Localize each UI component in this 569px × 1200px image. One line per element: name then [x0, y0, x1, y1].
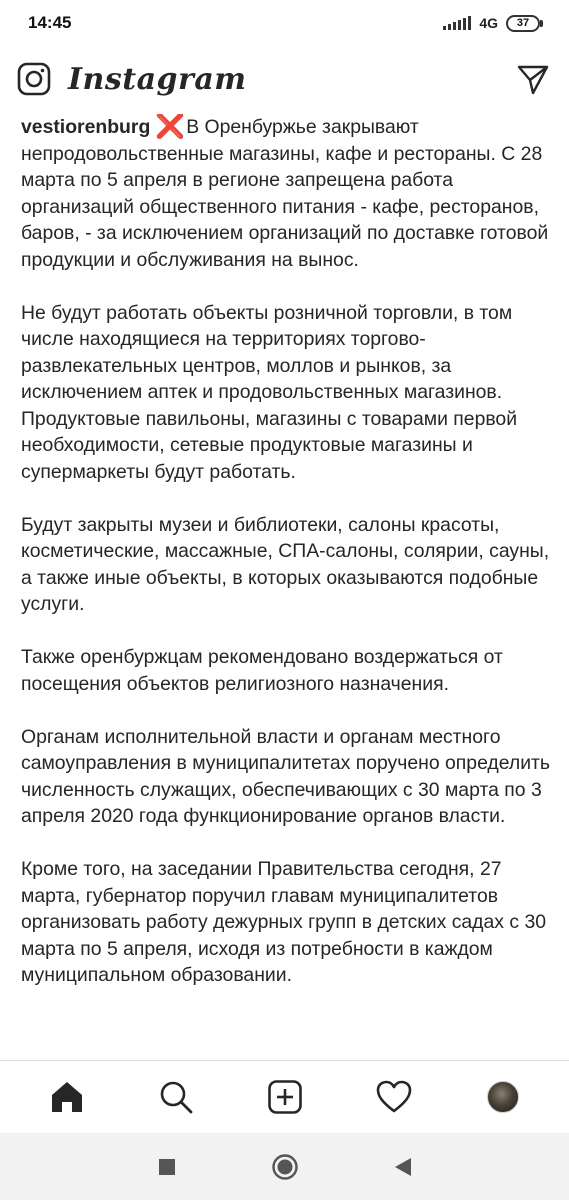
signal-strength-icon [443, 16, 471, 30]
system-nav-bar [0, 1133, 569, 1200]
bottom-nav [0, 1060, 569, 1132]
instagram-logo: Instagram [68, 61, 247, 97]
system-home-button[interactable] [226, 1142, 344, 1192]
profile-avatar [487, 1081, 519, 1113]
system-recents-button[interactable] [108, 1142, 226, 1192]
post-username[interactable]: vestiorenburg [21, 116, 151, 138]
caption-paragraph: Не будут работать объекты розничной торговли, в том числе находящиеся на территориях торгово-развлекательных центров, моллов и рынков, за исключением аптек и продовольственных магазинов. Продуктовые павильоны, магазины с товарами первой необходимости, сетевые продуктовые магазины и супермаркеты будут работать. [21, 301, 518, 483]
cross-mark-emoji: ❌ [155, 114, 186, 140]
camera-icon[interactable] [16, 61, 52, 97]
back-triangle-icon [392, 1156, 414, 1178]
app-header [0, 46, 569, 112]
nav-search-button[interactable] [146, 1067, 206, 1127]
search-icon [158, 1079, 194, 1115]
network-type: 4G [479, 15, 498, 31]
nav-profile-button[interactable] [473, 1067, 533, 1127]
nav-home-button[interactable] [37, 1067, 97, 1127]
caption-paragraph [21, 114, 551, 273]
status-indicators [443, 15, 543, 32]
battery-icon [506, 15, 543, 32]
caption-paragraph: Будут закрыты музеи и библиотеки, салоны красоты, косметические, массажные, СПА-салоны, солярии, сауны, а также иные объекты, в которых оказываются подобные услуги. [21, 513, 550, 615]
caption-paragraph: Кроме того, на заседании Правительства сегодня, 27 марта, губернатор поручил главам муниципалитетов организовать работу дежурных групп в детских садах с 30 марта по 5 апреля, исходя из потребности в каждом муниципальном образовании. [21, 858, 547, 986]
battery-level: 37 [506, 15, 540, 32]
caption-paragraph: Органам исполнительной власти и органам местного самоуправления в муниципалитетах поручено определить численность служащих, обеспечивающих с 30 марта по 3 апреля 2020 года функционирование органов власти. [21, 725, 551, 827]
heart-icon [376, 1079, 412, 1115]
caption-paragraph: Также оренбуржцам рекомендовано воздержаться от посещения объектов религиозного назначения. [21, 646, 503, 695]
home-icon [49, 1079, 85, 1115]
caption-first-paragraph: В Оренбуржье закрывают непродовольственные магазины, кафе и рестораны. С 28 марта по 5 апреля в регионе запрещена работа организаций общественного питания - кафе, ресторанов, баров, - за исключением организаций по доставке готовой продукции и обслуживания на вынос. [21, 116, 549, 271]
paper-plane-icon[interactable] [513, 59, 553, 99]
nav-activity-button[interactable] [364, 1067, 424, 1127]
status-time: 14:45 [28, 13, 72, 32]
system-back-button[interactable] [344, 1142, 462, 1192]
recents-square-icon [157, 1157, 177, 1177]
add-post-icon [267, 1079, 303, 1115]
post-caption [21, 114, 551, 1058]
status-bar [0, 0, 569, 46]
home-circle-icon [271, 1153, 299, 1181]
nav-add-post-button[interactable] [255, 1067, 315, 1127]
